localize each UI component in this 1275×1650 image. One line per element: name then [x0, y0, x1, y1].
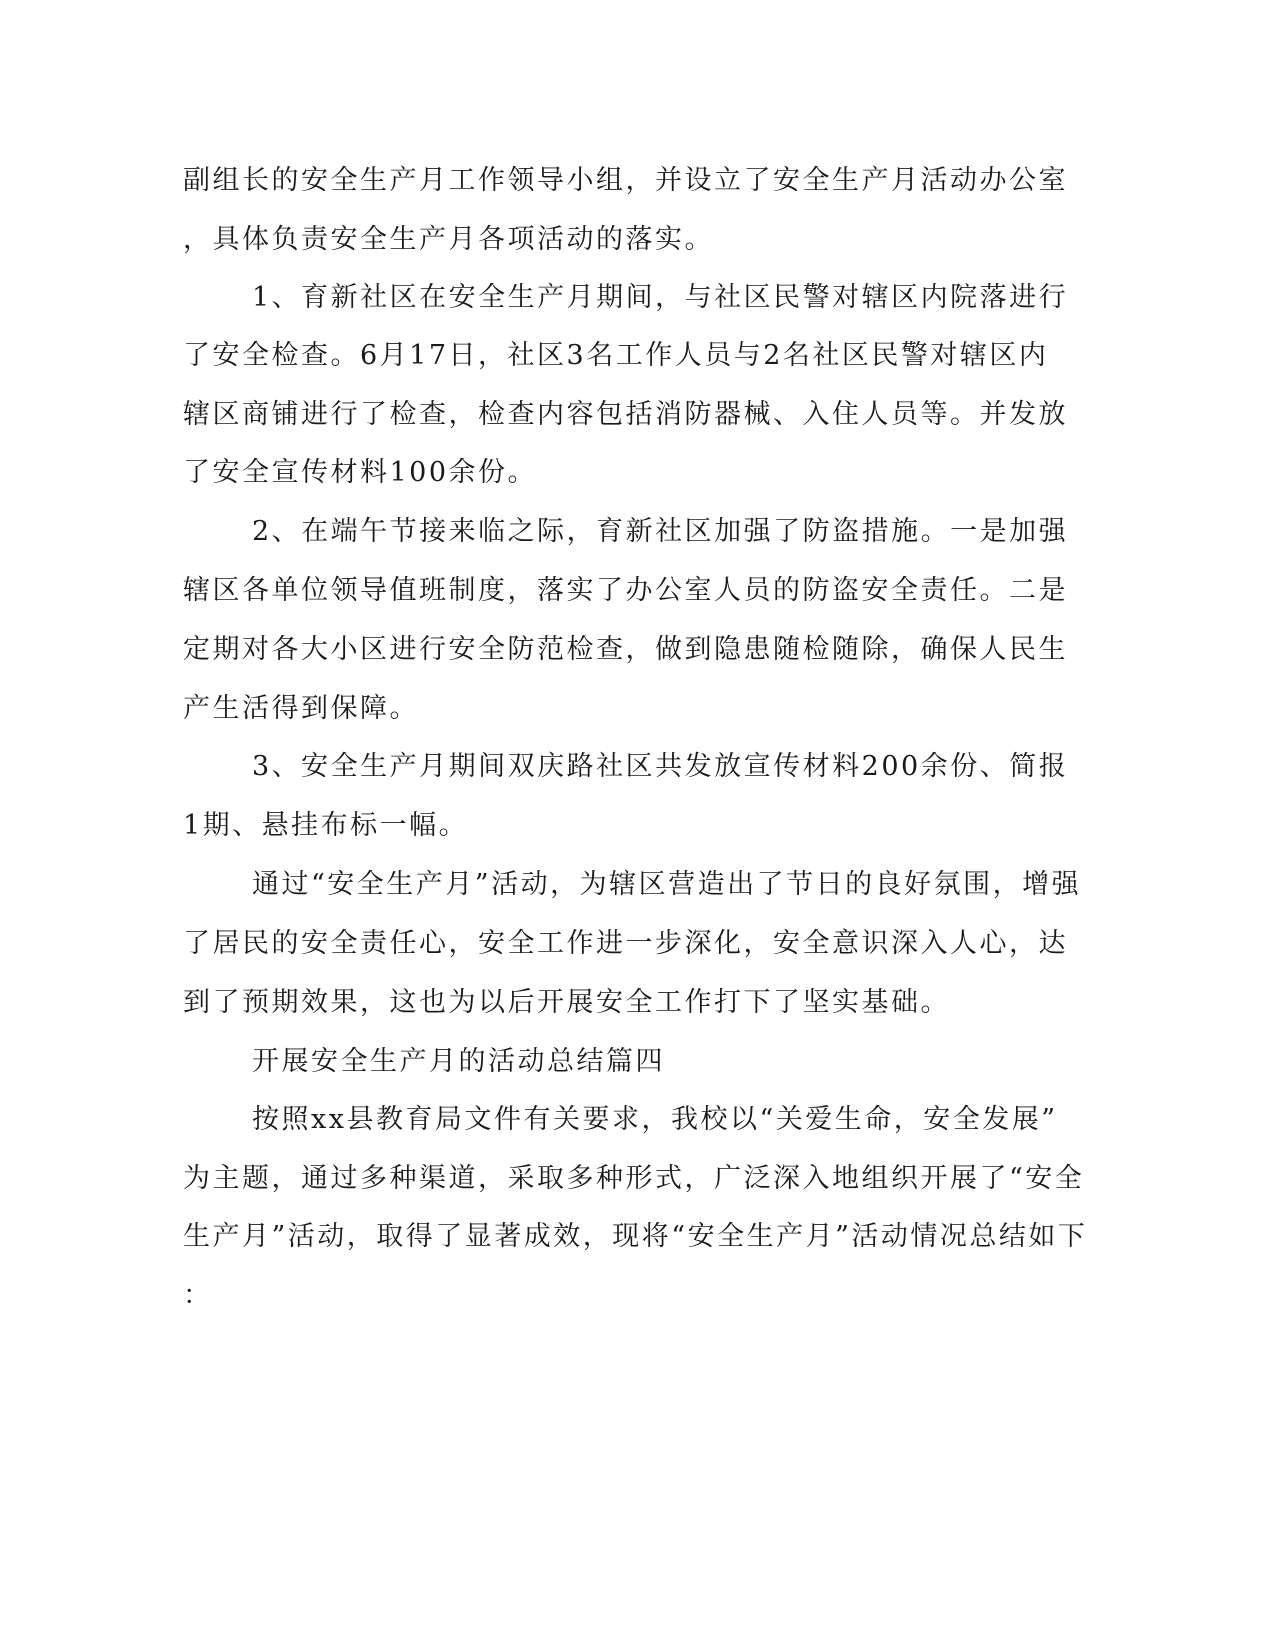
paragraph-2-start: 2、在端午节接来临之际，育新社区加强了防盗措施。一是加强 [252, 516, 1069, 547]
paragraph-1-start: 1、育新社区在安全生产月期间，与社区民警对辖区内院落进行 [252, 282, 1069, 313]
text-line: 到了预期效果，这也为以后开展安全工作打下了坚实基础。 [183, 987, 950, 1018]
text-line: 生产月”活动，取得了显著成效，现将“安全生产月”活动情况总结如下 [183, 1221, 1088, 1252]
text-line: ，具体负责安全生产月各项活动的落实。 [183, 224, 714, 255]
text-line: 了居民的安全责任心，安全工作进一步深化，安全意识深入人心，达 [183, 928, 1068, 959]
text-line: 为主题，通过多种渠道，采取多种形式，广泛深入地组织开展了“安全 [183, 1163, 1085, 1194]
section-heading: 开展安全生产月的活动总结篇四 [252, 1046, 665, 1077]
text-line: 1期、悬挂布标一幅。 [183, 810, 469, 841]
text-line: 了安全检查。6月17日，社区3名工作人员与2名社区民警对辖区内 [183, 340, 1049, 371]
paragraph-3-start: 3、安全生产月期间双庆路社区共发放宣传材料200余份、简报 [252, 751, 1069, 782]
text-line: 产生活得到保障。 [183, 693, 419, 724]
paragraph-intro-start: 按照xx县教育局文件有关要求，我校以“关爱生命，安全发展” [252, 1104, 1058, 1135]
text-line: 定期对各大小区进行安全防范检查，做到隐患随检随除，确保人民生 [183, 634, 1068, 665]
paragraph-conclusion-start: 通过“安全生产月”活动，为辖区营造出了节日的良好氛围，增强 [252, 869, 1082, 900]
text-line: 副组长的安全生产月工作领导小组，并设立了安全生产月活动办公室 [183, 165, 1068, 196]
text-line: 辖区各单位领导值班制度，落实了办公室人员的防盗安全责任。二是 [183, 575, 1068, 606]
text-line: 了安全宣传材料100余份。 [183, 457, 538, 488]
text-line: ： [183, 1280, 213, 1311]
text-line: 辖区商铺进行了检查，检查内容包括消防器械、入住人员等。并发放 [183, 399, 1068, 430]
